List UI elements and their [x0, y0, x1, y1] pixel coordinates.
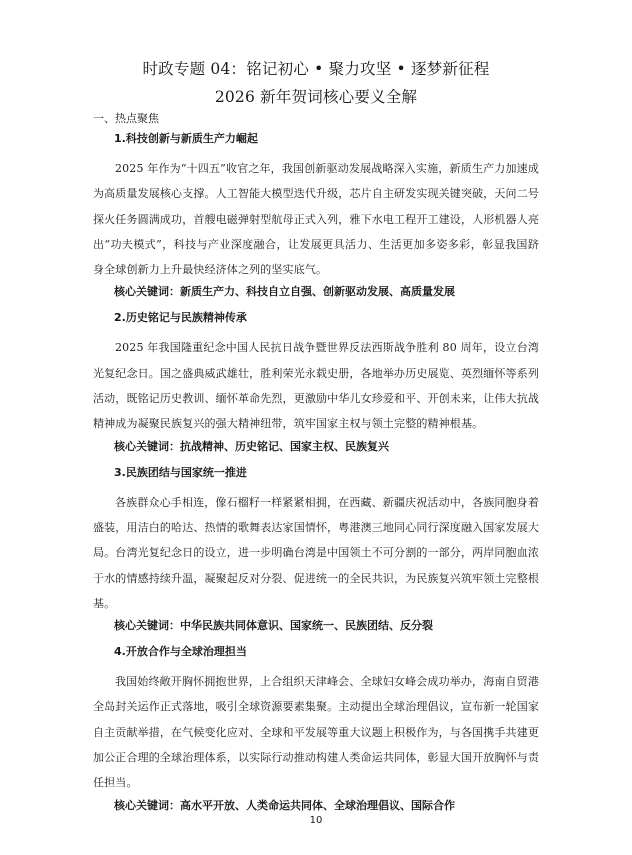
- content-body: [93, 132, 539, 825]
- topic-heading: 1.科技创新与新质生产力崛起: [114, 132, 258, 145]
- topic-section: [93, 311, 539, 453]
- topic-heading: 3.民族团结与国家统一推进: [114, 465, 247, 479]
- topic-paragraph: 各族群众心手相连，像石榴籽一样紧紧相拥，在西藏、新疆庆祝活动中，各族同胞身着盛装，用洁白的哈达、热情的歌舞表达家国情怀，粤港澳三地同心同行深度融入国家发展大局。台湾光复纪念日的设立，进一步明确台湾是中国领土不可分割的一部分，两岸同胞血浓于水的情感持续升温，凝聚起反对分裂、促进统一的全民共识，为民族复兴筑牢领土完整根基。: [93, 495, 539, 610]
- topic-section: [93, 645, 539, 812]
- topic-section: [93, 132, 539, 299]
- topic-keywords: 核心关键词：抗战精神、历史铭记、国家主权、民族复兴: [114, 439, 389, 453]
- topic-heading: 2.历史铭记与民族精神传承: [114, 311, 247, 325]
- title-line-2: 2026 新年贺词核心要义全解: [214, 88, 418, 106]
- topic-keywords: 核心关键词：新质生产力、科技自立自强、创新驱动发展、高质量发展: [114, 285, 455, 299]
- topic-keywords: 核心关键词：中华民族共同体意识、国家统一、民族团结、反分裂: [114, 619, 433, 633]
- topic-paragraph: 2025 年我国隆重纪念中国人民抗日战争暨世界反法西斯战争胜利 80 周年，设立台湾光复纪念日。国之盛典威武雄壮，胜利荣光永载史册，各地举办历史展览、英烈缅怀等系列活动，既铭记历史教训、缅怀革命先烈，更激励中华儿女珍爱和平、开创未来，让伟大抗战精神成为凝聚民族复兴的强大精神纽带，筑牢国家主权与领土完整的精神根基。: [93, 341, 539, 431]
- topic-section: [93, 466, 539, 633]
- title-line-1: 时政专题 04：铭记初心 • 聚力攻坚 • 逐梦新征程: [142, 60, 490, 78]
- section-heading: 一、热点聚焦: [93, 112, 159, 125]
- page-number: 10: [309, 815, 323, 826]
- topic-keywords: 核心关键词：高水平开放、人类命运共同体、全球治理倡议、国际合作: [114, 798, 455, 812]
- topic-heading: 4.开放合作与全球治理担当: [114, 645, 247, 659]
- topic-paragraph: 我国始终敞开胸怀拥抱世界，上合组织天津峰会、全球妇女峰会成功举办，海南自贸港全岛封关运作正式落地，吸引全球资源要素集聚。主动提出全球治理倡议，宣布新一轮国家自主贡献举措，在气候变化应对、全球和平发展等重大议题上积极作为，与各国携手共建更加公正合理的全球治理体系，以实际行动推动构建人类命运共同体，彰显大国开放胸怀与责任担当。: [93, 675, 539, 790]
- topic-paragraph: 2025 年作为“十四五”收官之年，我国创新驱动发展战略深入实施，新质生产力加速成为高质量发展核心支撑。人工智能大模型迭代升级，芯片自主研发实现关键突破，天问二号探火任务圆满成功，首艘电磁弹射型航母正式入列，雅下水电工程开工建设，人形机器人亮出“功夫模式”，科技与产业深度融合，让发展更具活力、生活更加多姿多彩，彰显我国跻身全球创新力上升最快经济体之列的坚实底气。: [93, 162, 539, 277]
